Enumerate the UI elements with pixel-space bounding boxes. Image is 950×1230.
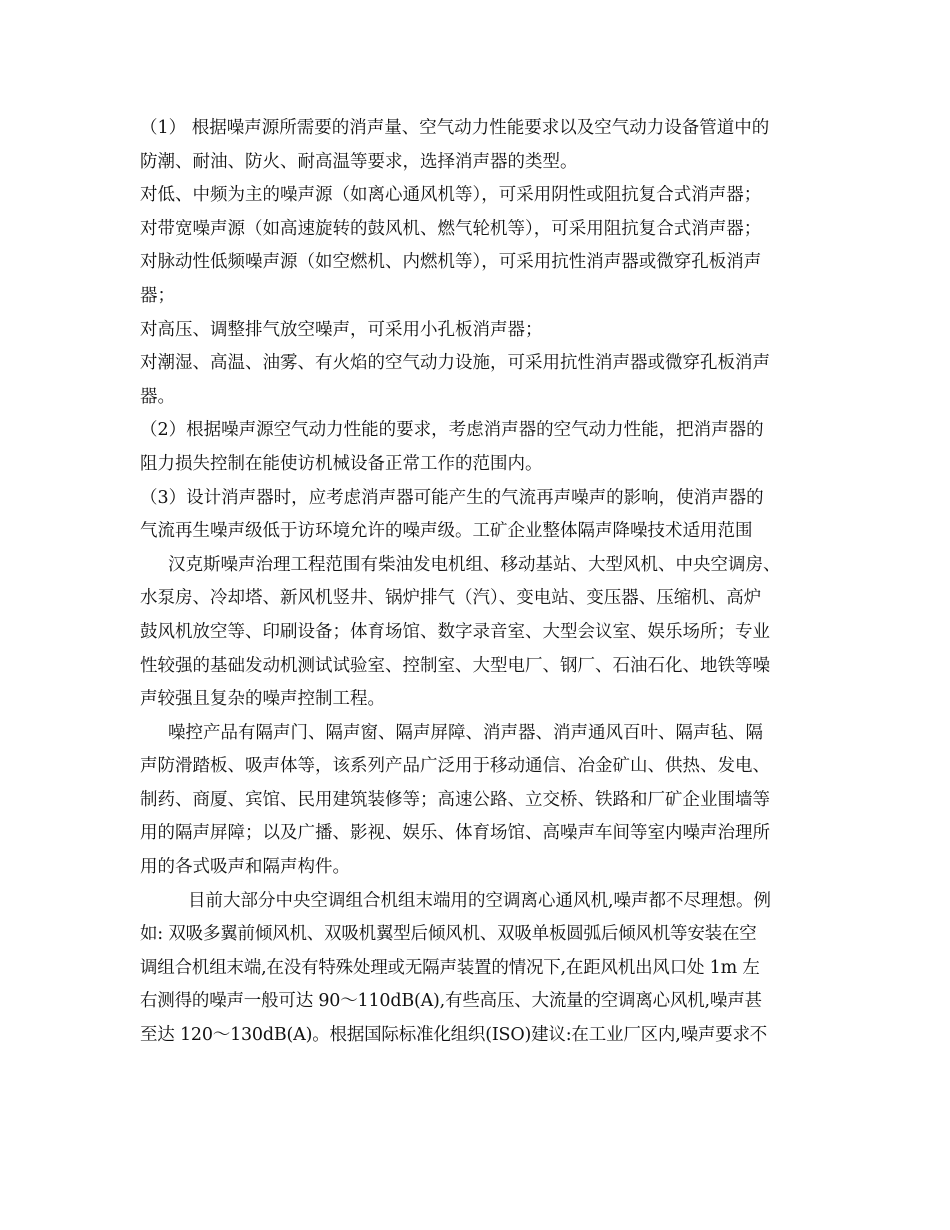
text-line: 对低、中频为主的噪声源（如离心通风机等），可采用阴性或阻抗复合式消声器； bbox=[140, 185, 762, 206]
text-line: 器； bbox=[140, 285, 175, 306]
text-line: 目前大部分中央空调组合机组末端用的空调离心通风机,噪声都不尽理想。例 bbox=[188, 890, 772, 911]
text-line: 右测得的噪声一般可达 90～110dB(A),有些高压、大流量的空调离心风机,噪声甚 bbox=[140, 991, 762, 1012]
text-line: 鼓风机放空等、印刷设备；体育场馆、数字录音室、大型会议室、娱乐场所；专业 bbox=[140, 621, 770, 642]
text-line: 对带宽噪声源（如高速旋转的鼓风机、燃气轮机等），可采用阻抗复合式消声器； bbox=[140, 218, 762, 239]
text-line: 水泵房、冷却塔、新风机竖井、锅炉排气（汽）、变电站、变压器、压缩机、高炉 bbox=[140, 588, 762, 609]
text-line: （1） 根据噪声源所需要的消声量、空气动力性能要求以及空气动力设备管道中的 bbox=[140, 118, 770, 138]
text-line: 噪控产品有隔声门、隔声窗、隔声屏障、消声器、消声通风百叶、隔声毡、隔 bbox=[168, 722, 763, 743]
text-line: 阻力损失控制在能使访机械设备正常工作的范围内。 bbox=[140, 453, 543, 474]
text-line: 声防滑踏板、吸声体等，该系列产品广泛用于移动通信、冶金矿山、供热、发电、 bbox=[140, 756, 770, 777]
text-line: 至达 120～130dB(A)。根据国际标准化组织(ISO)建议:在工业厂区内,噪声要求不 bbox=[140, 1025, 768, 1046]
document-body bbox=[140, 112, 820, 1053]
text-line: 声较强且复杂的噪声控制工程。 bbox=[140, 689, 385, 710]
text-line: （3）设计消声器时，应考虑消声器可能产生的气流再声噪声的影响，使消声器的 bbox=[140, 487, 764, 508]
text-line: 制药、商厦、宾馆、民用建筑装修等；高速公路、立交桥、铁路和厂矿企业围墙等 bbox=[140, 789, 770, 810]
text-line: 防潮、耐油、防火、耐高温等要求，选择消声器的类型。 bbox=[140, 151, 578, 172]
text-line: 器。 bbox=[140, 386, 175, 407]
text-line: （2）根据噪声源空气动力性能的要求，考虑消声器的空气动力性能，把消声器的 bbox=[140, 420, 764, 441]
text-line: 对潮湿、高温、油雾、有火焰的空气动力设施，可采用抗性消声器或微穿孔板消声 bbox=[140, 353, 770, 374]
text-line: 对高压、调整排气放空噪声，可采用小孔板消声器； bbox=[140, 319, 543, 340]
text-line: 调组合机组末端,在没有特殊处理或无隔声装置的情况下,在距风机出风口处 1m 左 bbox=[140, 957, 760, 978]
text-line: 汉克斯噪声治理工程范围有柴油发电机组、移动基站、大型风机、中央空调房、 bbox=[168, 554, 781, 575]
text-line: 用的隔声屏障；以及广播、影视、娱乐、体育场馆、高噪声车间等室内噪声治理所 bbox=[140, 823, 770, 844]
text-line: 性较强的基础发动机测试试验室、控制室、大型电厂、钢厂、石油石化、地铁等噪 bbox=[140, 655, 770, 676]
text-line: 用的各式吸声和隔声构件。 bbox=[140, 857, 350, 878]
text-line: 气流再生噪声级低于访环境允许的噪声级。工矿企业整体隔声降噪技术适用范围 bbox=[140, 521, 753, 542]
text-line: 对脉动性低频噪声源（如空燃机、内燃机等），可采用抗性消声器或微穿孔板消声 bbox=[140, 252, 762, 273]
text-line: 如: 双吸多翼前倾风机、双吸机翼型后倾风机、双吸单板圆弧后倾风机等安装在空 bbox=[140, 924, 757, 945]
